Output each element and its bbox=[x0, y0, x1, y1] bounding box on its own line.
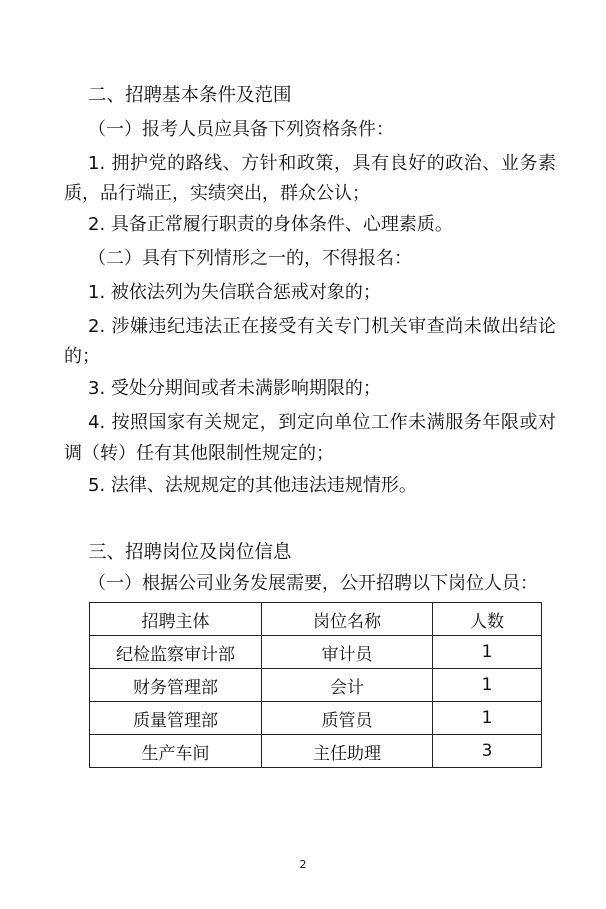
cell-count: 1 bbox=[433, 636, 542, 669]
page-number: 2 bbox=[299, 858, 307, 871]
condition-2: 2. 具备正常履行职责的身体条件、心理素质。 bbox=[88, 214, 453, 235]
header-position: 岗位名称 bbox=[262, 603, 433, 636]
cell-count: 1 bbox=[433, 702, 542, 735]
exclusion-3: 3. 受处分期间或者未满影响期限的； bbox=[88, 378, 381, 399]
header-unit: 招聘主体 bbox=[90, 603, 262, 636]
cell-position: 主任助理 bbox=[262, 735, 433, 768]
section-3-sub-1: （一）根据公司业务发展需要，公开招聘以下岗位人员： bbox=[88, 573, 538, 594]
section-2-sub-1: （一）报考人员应具备下列资格条件： bbox=[88, 119, 394, 140]
table-row bbox=[90, 735, 542, 768]
cell-unit: 纪检监察审计部 bbox=[90, 636, 262, 669]
positions-table bbox=[89, 602, 542, 768]
condition-1-line-2: 质，品行端正，实绩突出，群众公认； bbox=[64, 183, 370, 204]
condition-1-line-1: 1. 拥护党的路线、方针和政策，具有良好的政治、业务素 bbox=[88, 153, 556, 174]
exclusion-1: 1. 被依法列为失信联合惩戒对象的； bbox=[88, 282, 381, 303]
cell-position: 质管员 bbox=[262, 702, 433, 735]
cell-position: 审计员 bbox=[262, 636, 433, 669]
section-2-sub-2: （二）具有下列情形之一的，不得报名： bbox=[88, 248, 412, 269]
table-row bbox=[90, 636, 542, 669]
exclusion-4-line-2: 调（转）任有其他限制性规定的； bbox=[64, 443, 334, 464]
section-3-heading: 三、招聘岗位及岗位信息 bbox=[88, 542, 292, 563]
cell-unit: 财务管理部 bbox=[90, 669, 262, 702]
cell-count: 1 bbox=[433, 669, 542, 702]
exclusion-5: 5. 法律、法规规定的其他违法违规情形。 bbox=[88, 475, 417, 496]
exclusion-2-line-1: 2. 涉嫌违纪违法正在接受有关专门机关审查尚未做出结论 bbox=[88, 316, 556, 337]
cell-unit: 生产车间 bbox=[90, 735, 262, 768]
cell-count: 3 bbox=[433, 735, 542, 768]
header-count: 人数 bbox=[433, 603, 542, 636]
section-2-heading: 二、招聘基本条件及范围 bbox=[88, 85, 292, 106]
cell-position: 会计 bbox=[262, 669, 433, 702]
table-row bbox=[90, 702, 542, 735]
cell-unit: 质量管理部 bbox=[90, 702, 262, 735]
table-row bbox=[90, 669, 542, 702]
exclusion-4-line-1: 4. 按照国家有关规定，到定向单位工作未满服务年限或对 bbox=[88, 412, 556, 433]
table-header-row bbox=[90, 603, 542, 636]
exclusion-2-line-2: 的； bbox=[64, 346, 100, 367]
